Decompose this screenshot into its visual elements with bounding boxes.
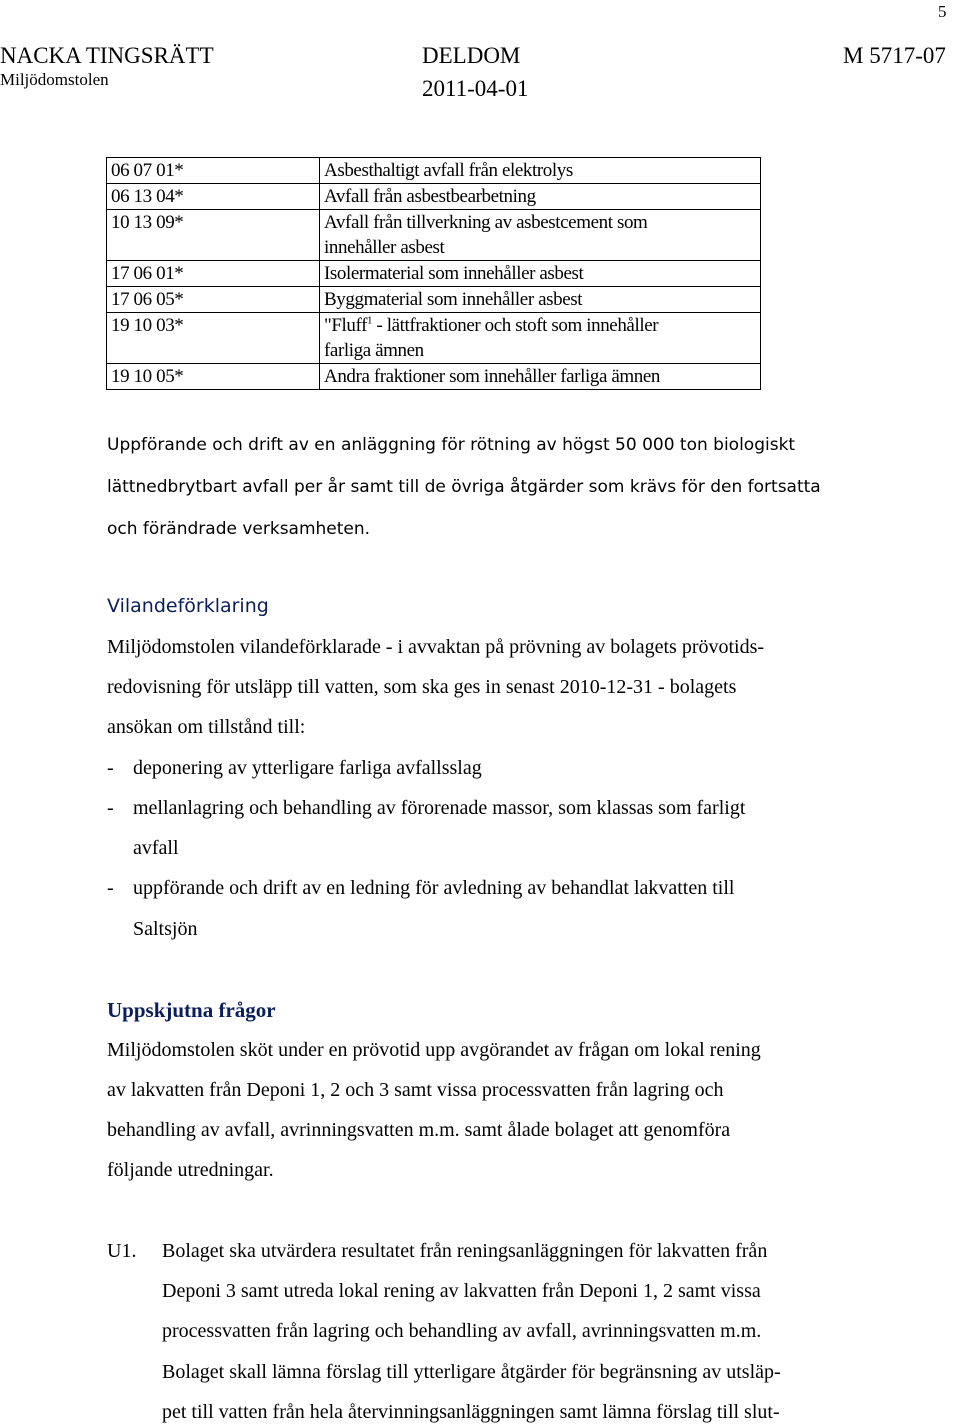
document-date: 2011-04-01 bbox=[422, 76, 529, 101]
text-line: processvatten från lagring och behandling av avfall, avrinningsvatten m.m. bbox=[162, 1320, 762, 1342]
waste-description: Asbesthaltigt avfall från elektrolys bbox=[320, 158, 761, 184]
text-line: Miljödomstolen vilandeförklarade - i avvaktan på prövning av bolagets prövotids- bbox=[107, 636, 765, 658]
document-type: DELDOM bbox=[422, 43, 521, 68]
text-line: Bolaget skall lämna förslag till ytterligare åtgärder för begränsning av utsläp- bbox=[162, 1361, 781, 1383]
text-line: behandling av avfall, avrinningsvatten m.m. samt ålade bolaget att genomföra bbox=[107, 1119, 731, 1141]
text-line: redovisning för utsläpp till vatten, som ska ges in senast 2010-12-31 - bolagets bbox=[107, 676, 737, 698]
table-row bbox=[107, 210, 761, 261]
waste-description: Isolermaterial som innehåller asbest bbox=[320, 261, 761, 287]
text-line: ansökan om tillstånd till: bbox=[107, 716, 306, 738]
text-line: lättnedbrytbart avfall per år samt till de övriga åtgärder som krävs för den fortsatta bbox=[107, 477, 821, 497]
page-number: 5 bbox=[938, 2, 947, 21]
waste-description: Avfall från asbestbearbetning bbox=[320, 184, 761, 210]
waste-code: 06 07 01* bbox=[107, 158, 320, 184]
list-dash: - bbox=[107, 757, 114, 779]
list-item: avfall bbox=[133, 837, 179, 859]
table-row bbox=[107, 313, 761, 364]
case-number: M 5717-07 bbox=[843, 43, 946, 68]
table-row bbox=[107, 158, 761, 184]
waste-code: 17 06 01* bbox=[107, 261, 320, 287]
text-line: följande utredningar. bbox=[107, 1159, 274, 1181]
waste-code: 19 10 05* bbox=[107, 364, 320, 390]
text-line: Deponi 3 samt utreda lokal rening av lakvatten från Deponi 1, 2 samt vissa bbox=[162, 1280, 761, 1302]
table-row bbox=[107, 261, 761, 287]
waste-code: 17 06 05* bbox=[107, 287, 320, 313]
footnote-ref: 1 bbox=[367, 314, 373, 327]
table-row bbox=[107, 287, 761, 313]
division-name: Miljödomstolen bbox=[0, 70, 109, 89]
list-item: deponering av ytterligare farliga avfallsslag bbox=[133, 757, 482, 779]
table-row bbox=[107, 364, 761, 390]
waste-description: "Fluff$^1$ - lättfraktioner och stoft som innehåller farliga ämnen bbox=[320, 313, 761, 364]
waste-code: 19 10 03* bbox=[107, 313, 320, 364]
text-line: pet till vatten från hela återvinningsanläggningen samt lämna förslag till slut- bbox=[162, 1401, 780, 1423]
item-label-u1: U1. bbox=[107, 1240, 137, 1262]
text-line: av lakvatten från Deponi 1, 2 och 3 samt vissa processvatten från lagring och bbox=[107, 1079, 724, 1101]
list-dash: - bbox=[107, 877, 114, 899]
list-item: uppförande och drift av en ledning för avledning av behandlat lakvatten till bbox=[133, 877, 735, 899]
text-line: och förändrade verksamheten. bbox=[107, 519, 371, 539]
section-heading-vilandeforklaring: Vilandeförklaring bbox=[107, 595, 269, 617]
waste-code: 10 13 09* bbox=[107, 210, 320, 261]
waste-code-table bbox=[106, 157, 761, 390]
section-heading-uppskjutna-fragor: Uppskjutna frågor bbox=[107, 998, 276, 1022]
list-item: mellanlagring och behandling av förorenade massor, som klassas som farligt bbox=[133, 797, 746, 819]
waste-description: Byggmaterial som innehåller asbest bbox=[320, 287, 761, 313]
text-line: Bolaget ska utvärdera resultatet från reningsanläggningen för lakvatten från bbox=[162, 1240, 768, 1262]
text-line: Uppförande och drift av en anläggning för rötning av högst 50 000 ton biologiskt bbox=[107, 435, 796, 455]
list-item: Saltsjön bbox=[133, 918, 198, 940]
court-name: NACKA TINGSRÄTT bbox=[0, 43, 214, 68]
waste-code: 06 13 04* bbox=[107, 184, 320, 210]
waste-description: Avfall från tillverkning av asbestcement som innehåller asbest bbox=[320, 210, 761, 261]
table-row bbox=[107, 184, 761, 210]
waste-description: Andra fraktioner som innehåller farliga ämnen bbox=[320, 364, 761, 390]
list-dash: - bbox=[107, 797, 114, 819]
text-line: Miljödomstolen sköt under en prövotid upp avgörandet av frågan om lokal rening bbox=[107, 1039, 761, 1061]
